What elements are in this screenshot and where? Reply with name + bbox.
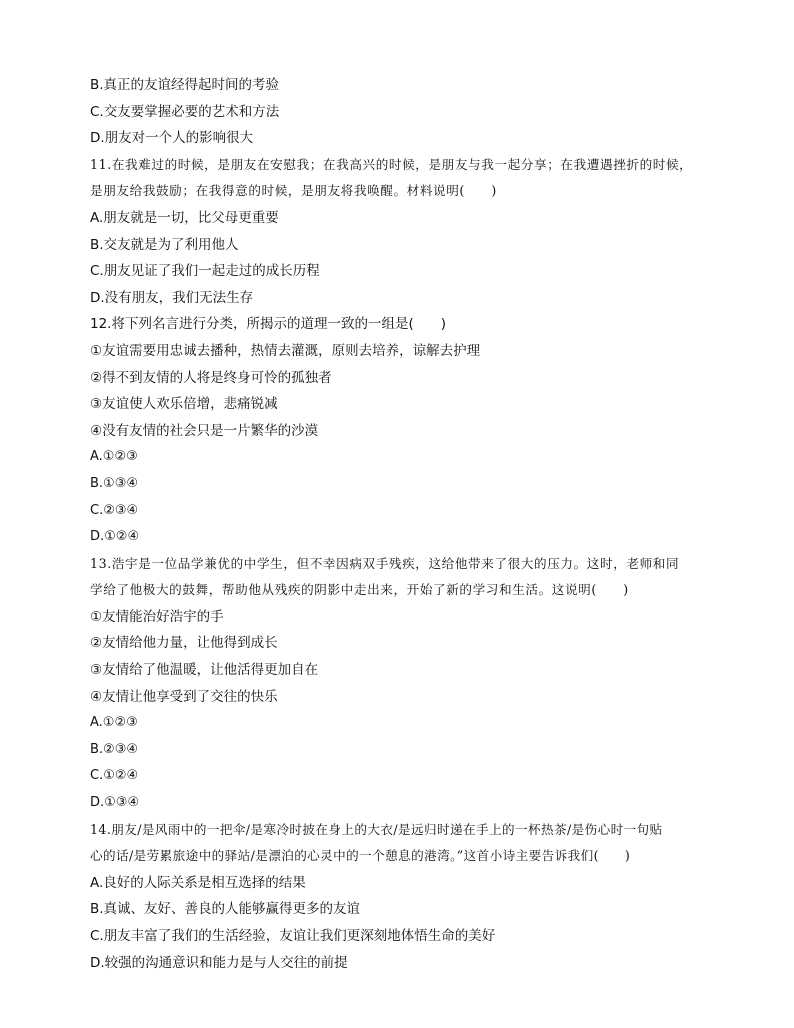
document-page: [90, 72, 710, 976]
option-13-c: C.①②④: [90, 768, 139, 784]
question-13-stem-line-1: 13.浩宇是一位品学兼优的中学生，但不幸因病双手残疾，这给他带来了很大的压力。这时，老师和同: [90, 555, 680, 571]
question-14-stem-line-2: 心的话/是劳累旅途中的驿站/是漂泊的心灵中的一个憩息的港湾。”这首小诗主要告诉我们( ): [90, 848, 631, 864]
question-12-statement-1: ①友谊需要用忠诚去播种，热情去灌溉，原则去培养，谅解去护理: [90, 342, 481, 359]
question-12-stem: 12.将下列名言进行分类，所揭示的道理一致的一组是( ): [90, 316, 447, 333]
option-10-b: B.真正的友谊经得起时间的考验: [90, 77, 280, 93]
option-11-b: B.交友就是为了利用他人: [90, 236, 239, 253]
option-11-a: A.朋友就是一切，比父母更重要: [90, 209, 279, 226]
option-10-d: D.朋友对一个人的影响很大: [90, 130, 254, 147]
question-12-statement-3: ③友谊使人欢乐倍增，悲痛锐减: [90, 396, 278, 413]
option-14-d: D.较强的沟通意识和能力是与人交往的前提: [90, 954, 348, 971]
question-11-stem-line-2: 是朋友给我鼓励；在我得意的时候，是朋友将我唤醒。材料说明( ): [90, 183, 497, 199]
option-13-b: B.②③④: [90, 741, 139, 757]
question-12-statement-4: ④没有友情的社会只是一片繁华的沙漠: [90, 422, 319, 439]
option-13-d: D.①③④: [90, 795, 140, 811]
option-12-b: B.①③④: [90, 475, 139, 491]
option-12-c: C.②③④: [90, 502, 139, 518]
option-14-c: C.朋友丰富了我们的生活经验，友谊让我们更深刻地体悟生命的美好: [90, 928, 496, 944]
option-11-c: C.朋友见证了我们一起走过的成长历程: [90, 263, 320, 280]
question-14-stem-line-1: 14.朋友/是风雨中的一把伞/是寒冷时披在身上的大衣/是远归时递在手上的一杯热茶/是伤心时一句贴: [90, 821, 663, 837]
question-13-statement-3: ③友情给了他温暖，让他活得更加自在: [90, 662, 319, 679]
option-10-c: C.交友要掌握必要的艺术和方法: [90, 103, 280, 120]
question-13-statement-4: ④友情让他享受到了交往的快乐: [90, 688, 278, 705]
option-12-a: A.①②③: [90, 449, 138, 465]
question-13-statement-1: ①友情能治好浩宇的手: [90, 608, 224, 625]
question-12-statement-2: ②得不到友情的人将是终身可怜的孤独者: [90, 369, 332, 386]
option-11-d: D.没有朋友，我们无法生存: [90, 289, 254, 306]
option-14-b: B.真诚、友好、善良的人能够赢得更多的友谊: [90, 901, 361, 918]
question-13-statement-2: ②友情给他力量，让他得到成长: [90, 635, 278, 652]
option-14-a: A.良好的人际关系是相互选择的结果: [90, 874, 306, 891]
option-13-a: A.①②③: [90, 715, 138, 731]
question-13-stem-line-2: 学给了他极大的鼓舞，帮助他从残疾的阴影中走出来，开始了新的学习和生活。这说明( ): [90, 582, 629, 598]
question-11-stem-line-1: 11.在我难过的时候，是朋友在安慰我；在我高兴的时候，是朋友与我一起分享；在我遭遇挫折的时候，: [90, 156, 693, 172]
option-12-d: D.①②④: [90, 529, 140, 545]
